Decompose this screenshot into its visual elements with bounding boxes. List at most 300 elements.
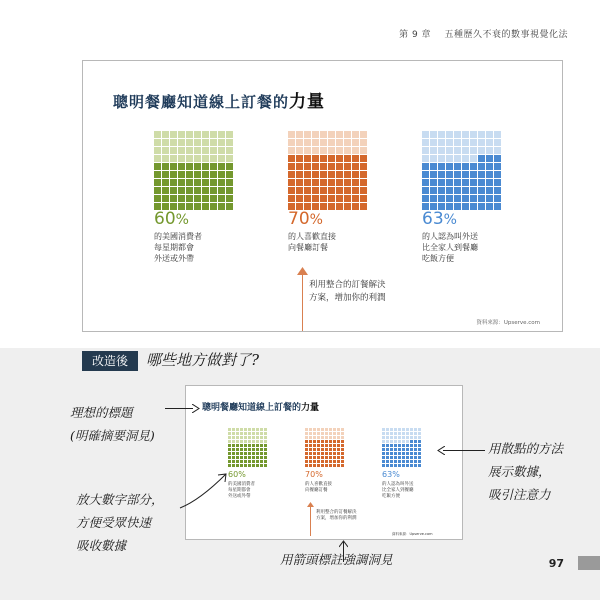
small-waffle-60: [228, 428, 267, 467]
waffle-cell: [402, 456, 405, 459]
waffle-cell: [454, 187, 461, 194]
waffle-cell: [305, 448, 308, 451]
waffle-cell: [337, 444, 340, 447]
waffle-cell: [162, 139, 169, 146]
waffle-cell: [402, 448, 405, 451]
waffle-cell: [386, 456, 389, 459]
waffle-cell: [462, 139, 469, 146]
callout-note: 利用整合的訂餐解決 方案，增加你的利潤: [309, 280, 386, 303]
waffle-cell: [154, 179, 161, 186]
waffle-cell: [305, 428, 308, 431]
waffle-cell: [386, 440, 389, 443]
waffle-cell: [256, 444, 259, 447]
waffle-cell: [232, 436, 235, 439]
waffle-cell: [478, 147, 485, 154]
waffle-cell: [410, 436, 413, 439]
waffle-cell: [248, 440, 251, 443]
waffle-cell: [337, 464, 340, 467]
waffle-cell: [394, 444, 397, 447]
waffle-cell: [341, 448, 344, 451]
annotation-title: 理想的標題 (明確摘要洞見): [70, 405, 155, 443]
waffle-cell: [494, 163, 501, 170]
waffle-cell: [402, 428, 405, 431]
waffle-cell: [422, 187, 429, 194]
small-source-credit: 資料來源：Upserve.com: [392, 532, 433, 536]
waffle-cell: [406, 456, 409, 459]
stat-suffix: %: [309, 212, 323, 228]
waffle-cell: [329, 460, 332, 463]
waffle-cell: [210, 147, 217, 154]
waffle-cell: [320, 155, 327, 162]
waffle-cell: [296, 163, 303, 170]
waffle-cell: [304, 163, 311, 170]
waffle-cell: [260, 464, 263, 467]
waffle-cell: [236, 456, 239, 459]
waffle-cell: [430, 155, 437, 162]
arrow-right-icon: [192, 404, 200, 413]
waffle-cell: [386, 432, 389, 435]
waffle-cell: [382, 436, 385, 439]
waffle-cell: [390, 428, 393, 431]
waffle-cell: [312, 131, 319, 138]
waffle-cell: [337, 460, 340, 463]
waffle-cell: [186, 147, 193, 154]
waffle-cell: [360, 139, 367, 146]
chapter-title: 五種歷久不衰的數事視覺化法: [444, 30, 568, 40]
waffle-cell: [337, 432, 340, 435]
waffle-cell: [264, 464, 267, 467]
waffle-cell: [228, 456, 231, 459]
waffle-chart-63: [422, 131, 501, 210]
waffle-cell: [252, 436, 255, 439]
waffle-cell: [260, 444, 263, 447]
waffle-cell: [325, 444, 328, 447]
waffle-cell: [390, 460, 393, 463]
waffle-cell: [321, 444, 324, 447]
waffle-cell: [454, 163, 461, 170]
waffle-cell: [402, 444, 405, 447]
waffle-cell: [333, 444, 336, 447]
annotation-chart: 用散點的方法 展示數據， 吸引注意力: [488, 441, 564, 502]
waffle-cell: [414, 460, 417, 463]
waffle-cell: [352, 131, 359, 138]
waffle-cell: [360, 195, 367, 202]
waffle-cell: [186, 187, 193, 194]
waffle-cell: [446, 155, 453, 162]
waffle-cell: [228, 428, 231, 431]
small-percent-70: [305, 470, 323, 479]
waffle-cell: [328, 147, 335, 154]
waffle-cell: [210, 131, 217, 138]
waffle-cell: [402, 460, 405, 463]
waffle-cell: [398, 436, 401, 439]
waffle-cell: [352, 163, 359, 170]
waffle-cell: [248, 444, 251, 447]
waffle-cell: [344, 195, 351, 202]
waffle-cell: [240, 460, 243, 463]
waffle-cell: [341, 460, 344, 463]
waffle-cell: [398, 432, 401, 435]
waffle-cell: [162, 171, 169, 178]
waffle-cell: [430, 131, 437, 138]
waffle-cell: [194, 139, 201, 146]
waffle-cell: [454, 179, 461, 186]
waffle-cell: [162, 179, 169, 186]
waffle-cell: [260, 428, 263, 431]
waffle-cell: [236, 444, 239, 447]
small-infographic-card: [185, 385, 463, 540]
waffle-cell: [226, 131, 233, 138]
waffle-cell: [410, 456, 413, 459]
waffle-cell: [333, 464, 336, 467]
waffle-cell: [414, 452, 417, 455]
infographic-title-emphasis: 力量: [289, 92, 326, 112]
waffle-cell: [178, 139, 185, 146]
waffle-cell: [296, 195, 303, 202]
waffle-cell: [333, 460, 336, 463]
waffle-cell: [329, 436, 332, 439]
annotation-numbers: 放大數字部分， 方便受眾快速 吸收數據: [76, 492, 164, 553]
waffle-cell: [210, 163, 217, 170]
waffle-cell: [462, 179, 469, 186]
waffle-cell: [422, 179, 429, 186]
waffle-cell: [446, 171, 453, 178]
waffle-cell: [406, 452, 409, 455]
waffle-cell: [329, 432, 332, 435]
small-percent-60: [228, 470, 246, 479]
annotation-arrow: 用箭頭標註強調洞見: [280, 552, 393, 567]
waffle-cell: [329, 440, 332, 443]
waffle-cell: [232, 452, 235, 455]
stat-percent-60: [154, 209, 189, 229]
waffle-cell: [418, 452, 421, 455]
waffle-cell: [226, 147, 233, 154]
waffle-cell: [202, 203, 209, 210]
infographic-card: [82, 60, 563, 332]
waffle-cell: [256, 448, 259, 451]
waffle-cell: [360, 131, 367, 138]
waffle-cell: [462, 155, 469, 162]
waffle-cell: [360, 147, 367, 154]
waffle-cell: [333, 440, 336, 443]
waffle-cell: [446, 163, 453, 170]
waffle-cell: [312, 155, 319, 162]
waffle-cell: [336, 203, 343, 210]
waffle-cell: [244, 432, 247, 435]
waffle-cell: [154, 139, 161, 146]
waffle-cell: [186, 139, 193, 146]
waffle-cell: [317, 456, 320, 459]
waffle-cell: [325, 436, 328, 439]
waffle-cell: [228, 440, 231, 443]
waffle-cell: [418, 456, 421, 459]
waffle-cell: [352, 203, 359, 210]
waffle-cell: [178, 155, 185, 162]
waffle-cell: [486, 187, 493, 194]
waffle-cell: [390, 436, 393, 439]
waffle-cell: [321, 428, 324, 431]
waffle-cell: [360, 179, 367, 186]
waffle-cell: [202, 179, 209, 186]
waffle-cell: [309, 464, 312, 467]
waffle-cell: [438, 155, 445, 162]
waffle-cell: [313, 460, 316, 463]
waffle-cell: [486, 203, 493, 210]
waffle-cell: [317, 440, 320, 443]
waffle-cell: [186, 131, 193, 138]
waffle-cell: [264, 444, 267, 447]
waffle-cell: [325, 452, 328, 455]
waffle-cell: [252, 464, 255, 467]
waffle-cell: [414, 444, 417, 447]
waffle-cell: [194, 187, 201, 194]
waffle-cell: [333, 448, 336, 451]
waffle-cell: [309, 448, 312, 451]
waffle-cell: [337, 452, 340, 455]
waffle-cell: [341, 440, 344, 443]
waffle-cell: [486, 163, 493, 170]
stat-suffix: %: [443, 212, 457, 228]
waffle-cell: [341, 452, 344, 455]
waffle-cell: [202, 147, 209, 154]
waffle-cell: [304, 195, 311, 202]
waffle-cell: [320, 187, 327, 194]
waffle-cell: [162, 131, 169, 138]
waffle-cell: [438, 147, 445, 154]
waffle-cell: [202, 163, 209, 170]
small-desc-60: 的美國消費者 每星期都會 外送或外帶: [228, 482, 255, 499]
waffle-cell: [317, 464, 320, 467]
waffle-cell: [470, 179, 477, 186]
waffle-cell: [236, 428, 239, 431]
waffle-cell: [352, 179, 359, 186]
waffle-cell: [410, 448, 413, 451]
waffle-cell: [194, 131, 201, 138]
waffle-cell: [414, 428, 417, 431]
waffle-cell: [360, 187, 367, 194]
waffle-cell: [470, 187, 477, 194]
page-number: 97: [548, 557, 564, 570]
waffle-cell: [236, 436, 239, 439]
waffle-cell: [218, 131, 225, 138]
waffle-cell: [313, 444, 316, 447]
waffle-cell: [325, 448, 328, 451]
waffle-cell: [309, 460, 312, 463]
waffle-cell: [344, 131, 351, 138]
waffle-cell: [454, 195, 461, 202]
waffle-cell: [260, 432, 263, 435]
waffle-cell: [309, 452, 312, 455]
waffle-cell: [394, 432, 397, 435]
waffle-cell: [317, 428, 320, 431]
waffle-cell: [390, 448, 393, 451]
waffle-cell: [296, 147, 303, 154]
curved-arrow-icon: [178, 470, 230, 510]
waffle-cell: [414, 436, 417, 439]
waffle-cell: [313, 448, 316, 451]
waffle-cell: [386, 460, 389, 463]
waffle-cell: [470, 171, 477, 178]
waffle-cell: [178, 187, 185, 194]
waffle-cell: [390, 440, 393, 443]
waffle-cell: [228, 432, 231, 435]
waffle-cell: [422, 147, 429, 154]
waffle-cell: [252, 440, 255, 443]
waffle-cell: [240, 436, 243, 439]
waffle-cell: [478, 203, 485, 210]
waffle-chart-70: [288, 131, 367, 210]
waffle-cell: [305, 456, 308, 459]
waffle-cell: [352, 155, 359, 162]
waffle-cell: [470, 163, 477, 170]
waffle-cell: [333, 432, 336, 435]
waffle-cell: [336, 163, 343, 170]
waffle-cell: [320, 179, 327, 186]
waffle-cell: [430, 147, 437, 154]
waffle-cell: [305, 464, 308, 467]
waffle-cell: [406, 440, 409, 443]
waffle-cell: [228, 464, 231, 467]
waffle-cell: [394, 428, 397, 431]
waffle-cell: [194, 179, 201, 186]
waffle-cell: [352, 195, 359, 202]
waffle-cell: [312, 163, 319, 170]
waffle-cell: [462, 147, 469, 154]
waffle-cell: [202, 139, 209, 146]
waffle-cell: [232, 432, 235, 435]
waffle-cell: [264, 460, 267, 463]
waffle-cell: [410, 444, 413, 447]
waffle-cell: [398, 440, 401, 443]
waffle-cell: [438, 163, 445, 170]
waffle-cell: [256, 452, 259, 455]
waffle-cell: [170, 163, 177, 170]
waffle-cell: [386, 452, 389, 455]
waffle-cell: [344, 155, 351, 162]
waffle-cell: [382, 464, 385, 467]
waffle-cell: [336, 171, 343, 178]
waffle-cell: [382, 432, 385, 435]
waffle-cell: [248, 464, 251, 467]
waffle-cell: [260, 436, 263, 439]
waffle-cell: [317, 460, 320, 463]
waffle-cell: [470, 147, 477, 154]
waffle-cell: [296, 131, 303, 138]
stat-percent-63: [422, 209, 457, 229]
waffle-cell: [226, 155, 233, 162]
waffle-cell: [236, 432, 239, 435]
waffle-cell: [321, 448, 324, 451]
waffle-cell: [329, 448, 332, 451]
waffle-cell: [418, 460, 421, 463]
waffle-cell: [494, 155, 501, 162]
waffle-cell: [344, 179, 351, 186]
waffle-cell: [202, 155, 209, 162]
waffle-cell: [304, 147, 311, 154]
waffle-cell: [406, 432, 409, 435]
waffle-cell: [312, 171, 319, 178]
waffle-cell: [312, 139, 319, 146]
waffle-cell: [336, 147, 343, 154]
waffle-cell: [328, 179, 335, 186]
waffle-cell: [170, 179, 177, 186]
waffle-cell: [470, 131, 477, 138]
waffle-cell: [202, 187, 209, 194]
waffle-cell: [352, 139, 359, 146]
waffle-cell: [313, 428, 316, 431]
waffle-cell: [418, 444, 421, 447]
stat-description-60: 的美國消費者 每星期都會 外送或外帶: [154, 232, 202, 263]
waffle-cell: [210, 155, 217, 162]
waffle-cell: [402, 452, 405, 455]
waffle-cell: [228, 436, 231, 439]
waffle-cell: [352, 147, 359, 154]
waffle-cell: [248, 428, 251, 431]
small-waffle-63: [382, 428, 421, 467]
waffle-cell: [446, 195, 453, 202]
small-title-emphasis: 力量: [301, 403, 320, 413]
waffle-cell: [336, 155, 343, 162]
waffle-cell: [162, 195, 169, 202]
waffle-cell: [236, 452, 239, 455]
waffle-cell: [317, 436, 320, 439]
waffle-cell: [402, 436, 405, 439]
waffle-cell: [236, 460, 239, 463]
waffle-cell: [305, 436, 308, 439]
infographic-title-main: 聰明餐廳知道線上訂餐的: [113, 93, 290, 111]
waffle-cell: [296, 155, 303, 162]
waffle-cell: [264, 436, 267, 439]
waffle-cell: [494, 203, 501, 210]
waffle-cell: [320, 195, 327, 202]
waffle-cell: [236, 440, 239, 443]
waffle-cell: [336, 195, 343, 202]
waffle-cell: [382, 444, 385, 447]
waffle-cell: [248, 436, 251, 439]
waffle-cell: [312, 147, 319, 154]
waffle-cell: [454, 147, 461, 154]
waffle-cell: [390, 444, 393, 447]
waffle-cell: [312, 195, 319, 202]
waffle-cell: [406, 428, 409, 431]
waffle-cell: [438, 179, 445, 186]
waffle-cell: [244, 456, 247, 459]
waffle-cell: [333, 436, 336, 439]
waffle-cell: [178, 131, 185, 138]
waffle-cell: [325, 428, 328, 431]
waffle-cell: [312, 179, 319, 186]
waffle-cell: [329, 452, 332, 455]
waffle-cell: [486, 155, 493, 162]
waffle-cell: [170, 195, 177, 202]
waffle-cell: [248, 448, 251, 451]
waffle-cell: [256, 436, 259, 439]
waffle-cell: [210, 195, 217, 202]
waffle-cell: [252, 448, 255, 451]
waffle-cell: [256, 432, 259, 435]
waffle-cell: [178, 171, 185, 178]
waffle-cell: [382, 460, 385, 463]
waffle-cell: [470, 139, 477, 146]
waffle-cell: [244, 428, 247, 431]
waffle-cell: [218, 147, 225, 154]
waffle-cell: [304, 139, 311, 146]
waffle-cell: [256, 456, 259, 459]
waffle-cell: [309, 428, 312, 431]
waffle-cell: [170, 171, 177, 178]
arrow-left-icon: [437, 446, 445, 455]
waffle-cell: [328, 155, 335, 162]
